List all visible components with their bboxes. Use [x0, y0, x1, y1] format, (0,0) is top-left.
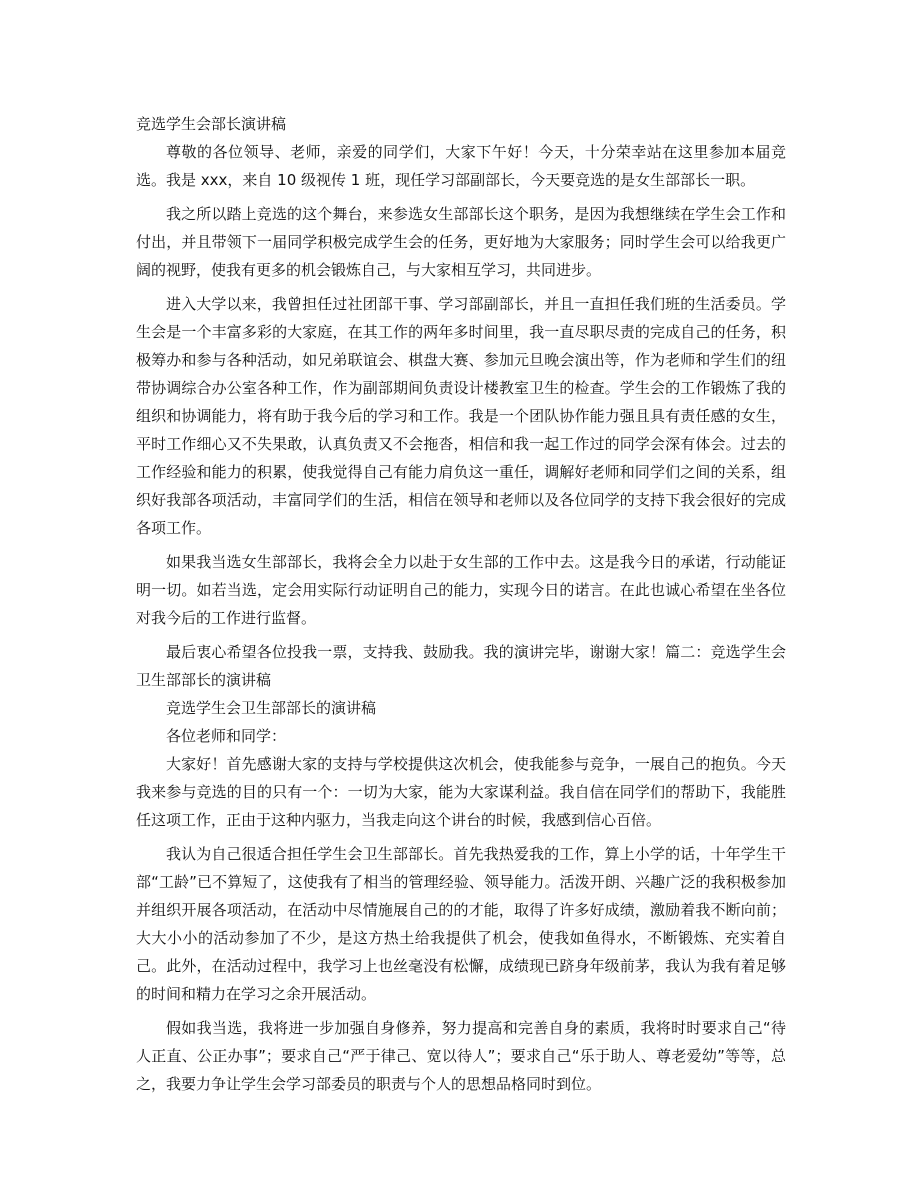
paragraph-motivation: 我之所以踏上竞选的这个舞台，来参选女生部部长这个职务，是因为我想继续在学生会工作和付出，并且带领下一届同学积极完成学生会的任务，更好地为大家服务；同时学生会可以给我更广阔的视野，使我有更多的机会锻炼自己，与大家相互学习，共同进步。 [136, 205, 786, 279]
section-title: 竞选学生会卫生部部长的演讲稿 [166, 699, 377, 717]
paragraph-thanks: 大家好！首先感谢大家的支持与学校提供这次机会，使我能参与竞争，一展自己的抱负。今天我来参与竞选的目的只有一个：一切为大家，能为大家谋利益。我自信在同学们的帮助下，我能胜任这项工作，正由于这种内驱力，当我走向这个讲台的时候，我感到信心百倍。 [136, 755, 786, 829]
paragraph-qualification: 我认为自己很适合担任学生会卫生部部长。首先我热爱我的工作，算上小学的话，十年学生干部“工龄”已不算短了，这使我有了相当的管理经验、领导能力。活泼开朗、兴趣广泛的我积极参加并组织开展各项活动，在活动中尽情施展自己的的才能，取得了许多好成绩，激励着我不断向前；大大小小的活动参加了不少，是这方热土给我提供了机会，使我如鱼得水，不断锻炼、充实着自己。此外，在活动过程中，我学习上也丝毫没有松懈，成绩现已跻身年级前茅，我认为我有着足够的时间和精力在学习之余开展活动。 [136, 845, 786, 1003]
paragraph-plan: 假如我当选，我将进一步加强自身修养，努力提高和完善自身的素质，我将时时要求自己“待人正直、公正办事”；要求自己“严于律己、宽以待人”；要求自己“乐于助人、尊老爱幼”等等，总之，我要力争让学生会学习部委员的职责与个人的思想品格同时到位。 [136, 1019, 786, 1093]
paragraph-promise: 如果我当选女生部部长，我将会全力以赴于女生部的工作中去。这是我今日的承诺，行动能证明一切。如若当选，定会用实际行动证明自己的能力，实现今日的诺言。在此也诚心希望在坐各位对我今后的工作进行监督。 [136, 553, 786, 627]
document-page [136, 110, 786, 1098]
paragraph-salutation: 各位老师和同学： [166, 727, 287, 745]
paragraph-greeting: 尊敬的各位领导、老师，亲爱的同学们，大家下午好！今天，十分荣幸站在这里参加本届竞选。我是 xxx，来自 10 级视传 1 班，现任学习部副部长，今天要竞选的是女生部部长一职。 [136, 143, 786, 189]
paragraph-experience: 进入大学以来，我曾担任过社团部干事、学习部副部长，并且一直担任我们班的生活委员。学生会是一个丰富多彩的大家庭，在其工作的两年多时间里，我一直尽职尽责的完成自己的任务，积极筹办和参与各种活动，如兄弟联谊会、棋盘大赛、参加元旦晚会演出等，作为老师和学生们的纽带协调综合办公室各种工作，作为副部期间负责设计楼教室卫生的检查。学生会的工作锻炼了我的组织和协调能力，将有助于我今后的学习和工作。我是一个团队协作能力强且具有责任感的女生，平时工作细心又不失果敢，认真负责又不会拖沓，相信和我一起工作过的同学会深有体会。过去的工作经验和能力的积累，使我觉得自己有能力肩负这一重任，调解好老师和同学们之间的关系，组织好我部各项活动，丰富同学们的生活，相信在领导和老师以及各位同学的支持下我会很好的完成各项工作。 [136, 295, 786, 537]
paragraph-closing: 最后衷心希望各位投我一票，支持我、鼓励我。我的演讲完毕，谢谢大家！篇二：竞选学生会卫生部部长的演讲稿 [136, 643, 786, 689]
document-title: 竞选学生会部长演讲稿 [136, 115, 287, 133]
